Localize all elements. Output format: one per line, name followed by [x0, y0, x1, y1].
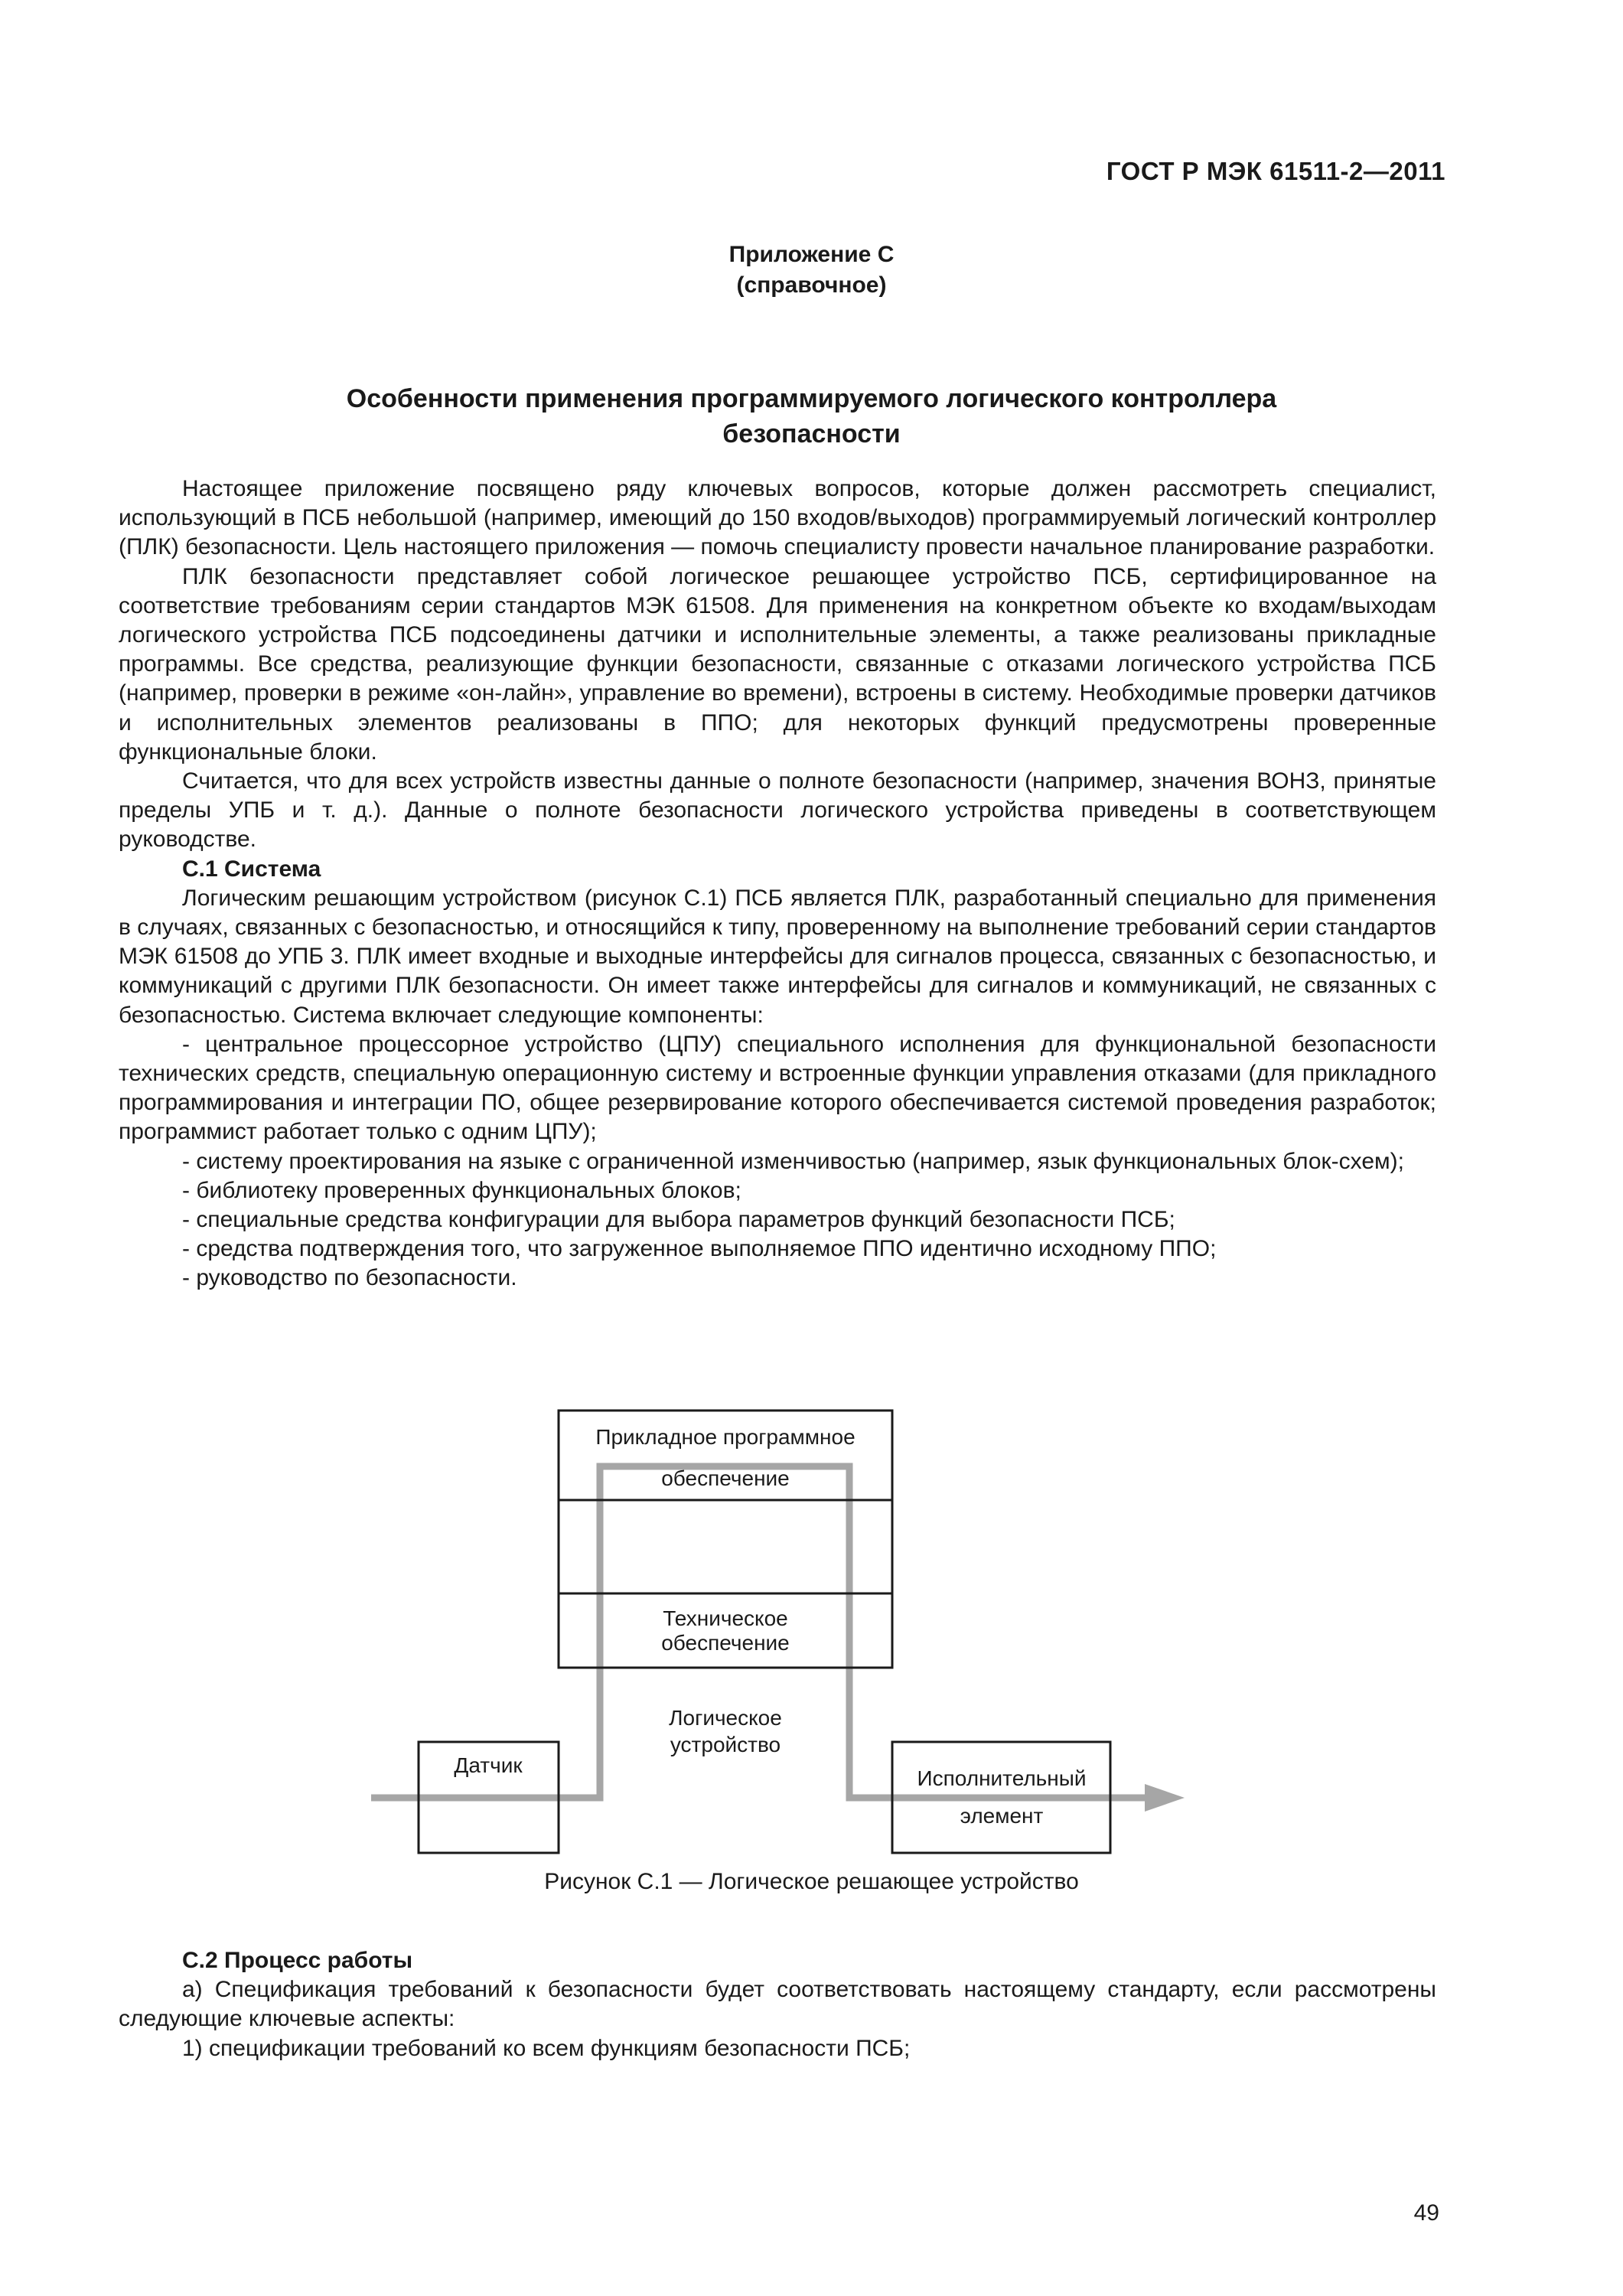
section-c2 [119, 1946, 1436, 2063]
hardware-label-line-2: обеспечение [661, 1631, 790, 1655]
signal-arrow-head [1145, 1784, 1185, 1812]
list-item-1: 1) спецификации требований ко всем функциям безопасности ПСБ; [182, 2035, 911, 2061]
paragraph-integrity: Считается, что для всех устройств известны данные о полноте безопасности (например, значения ВОНЗ, принятые пределы УПБ и т. д.). Данные о полноте безопасности логического устройства приведены в соответствующем руководстве. [119, 768, 1436, 853]
paragraph-plc: ПЛК безопасности представляет собой логическое решающее устройство ПСБ, сертифицированное на соответствие требованиям серии стандартов МЭК 61508. Для применения на конкретном объекте ко входам/выходам логического устройства ПСБ подсоединены датчики и исполнительные элементы, а также реализованы прикладные программы. Все средства, реализующие функции безопасности, связанные с отказами логического устройства ПСБ (например, проверки в режиме «он-лайн», управление во времени), встроены в систему. Необходимые проверки датчиков и исполнительных элементов реализованы в ППО; для некоторых функций предусмотрены проверенные функциональные блоки. [119, 563, 1436, 765]
page-number: 49 [1413, 2200, 1439, 2226]
annex-status: (справочное) [736, 272, 887, 298]
list-item-verification: - средства подтверждения того, что загруженное выполняемое ППО идентично исходному ППО; [182, 1236, 1217, 1262]
paragraph-system: Логическим решающим устройством (рисунок С.1) ПСБ является ПЛК, разработанный специально для применения в случаях, связанных с безопасностью, и относящийся к типу, проверенному на выполнение требований серии стандартов МЭК 61508 до УПБ 3. ПЛК имеет входные и выходные интерфейсы для сигналов процесса, связанных с безопасностью, и коммуникаций с другими ПЛК безопасности. Он имеет также интерфейсы для сигналов и коммуникаций, не связанных с безопасностью. Система включает следующие компоненты: [119, 885, 1436, 1028]
software-label-line-2: обеспечение [661, 1466, 790, 1490]
software-label-line-1: Прикладное программное [595, 1425, 855, 1449]
document-code: ГОСТ Р МЭК 61511-2—2011 [1106, 157, 1445, 185]
list-item-manual: - руководство по безопасности. [182, 1265, 517, 1291]
list-item-cpu: - центральное процессорное устройство (ЦПУ) специального исполнения для функциональной безопасности технических средств, специальную операционную систему и встроенные функции управления отказами (для прикладного программирования и интеграции ПО, общее резервирование которого обеспечивается системой проведения разработок; программист работает только с одним ЦПУ); [119, 1031, 1436, 1145]
actuator-label-line-2: элемент [960, 1804, 1044, 1828]
actuator-label-line-1: Исполнительный [917, 1766, 1087, 1790]
sensor-label: Датчик [454, 1753, 523, 1777]
section-c1-heading: С.1 Система [182, 856, 321, 882]
list-item-design-system: - систему проектирования на языке с ограниченной изменчивостью (например, язык функциональных блок-схем); [182, 1148, 1404, 1174]
hardware-label-line-1: Техническое [663, 1606, 788, 1630]
logic-label-line-2: устройство [670, 1733, 781, 1756]
heading-line-2: безопасности [722, 419, 901, 448]
list-item-configuration: - специальные средства конфигурации для выбора параметров функций безопасности ПСБ; [182, 1207, 1175, 1233]
annex-title: Приложение С [728, 242, 895, 267]
list-item-library: - библиотеку проверенных функциональных блоков; [182, 1177, 741, 1203]
heading-line-1: Особенности применения программируемого логического контроллера [346, 384, 1277, 413]
logic-label-line-1: Логическое [669, 1706, 782, 1730]
paragraph-intro: Настоящее приложение посвящено ряду ключевых вопросов, которые должен рассмотреть специалист, использующий в ПСБ небольшой (например, имеющий до 150 входов/выходов) программируемый логический контроллер (ПЛК) безопасности. Цель настоящего приложения — помочь специалисту провести начальное планирование разработки. [119, 476, 1436, 560]
list-item-a: а) Спецификация требований к безопасности будет соответствовать настоящему стандарту, если рассмотрены следующие ключевые аспекты: [119, 1977, 1436, 2032]
section-c2-heading: С.2 Процесс работы [182, 1948, 413, 1973]
figure-caption: Рисунок С.1 — Логическое решающее устройство [544, 1869, 1079, 1894]
